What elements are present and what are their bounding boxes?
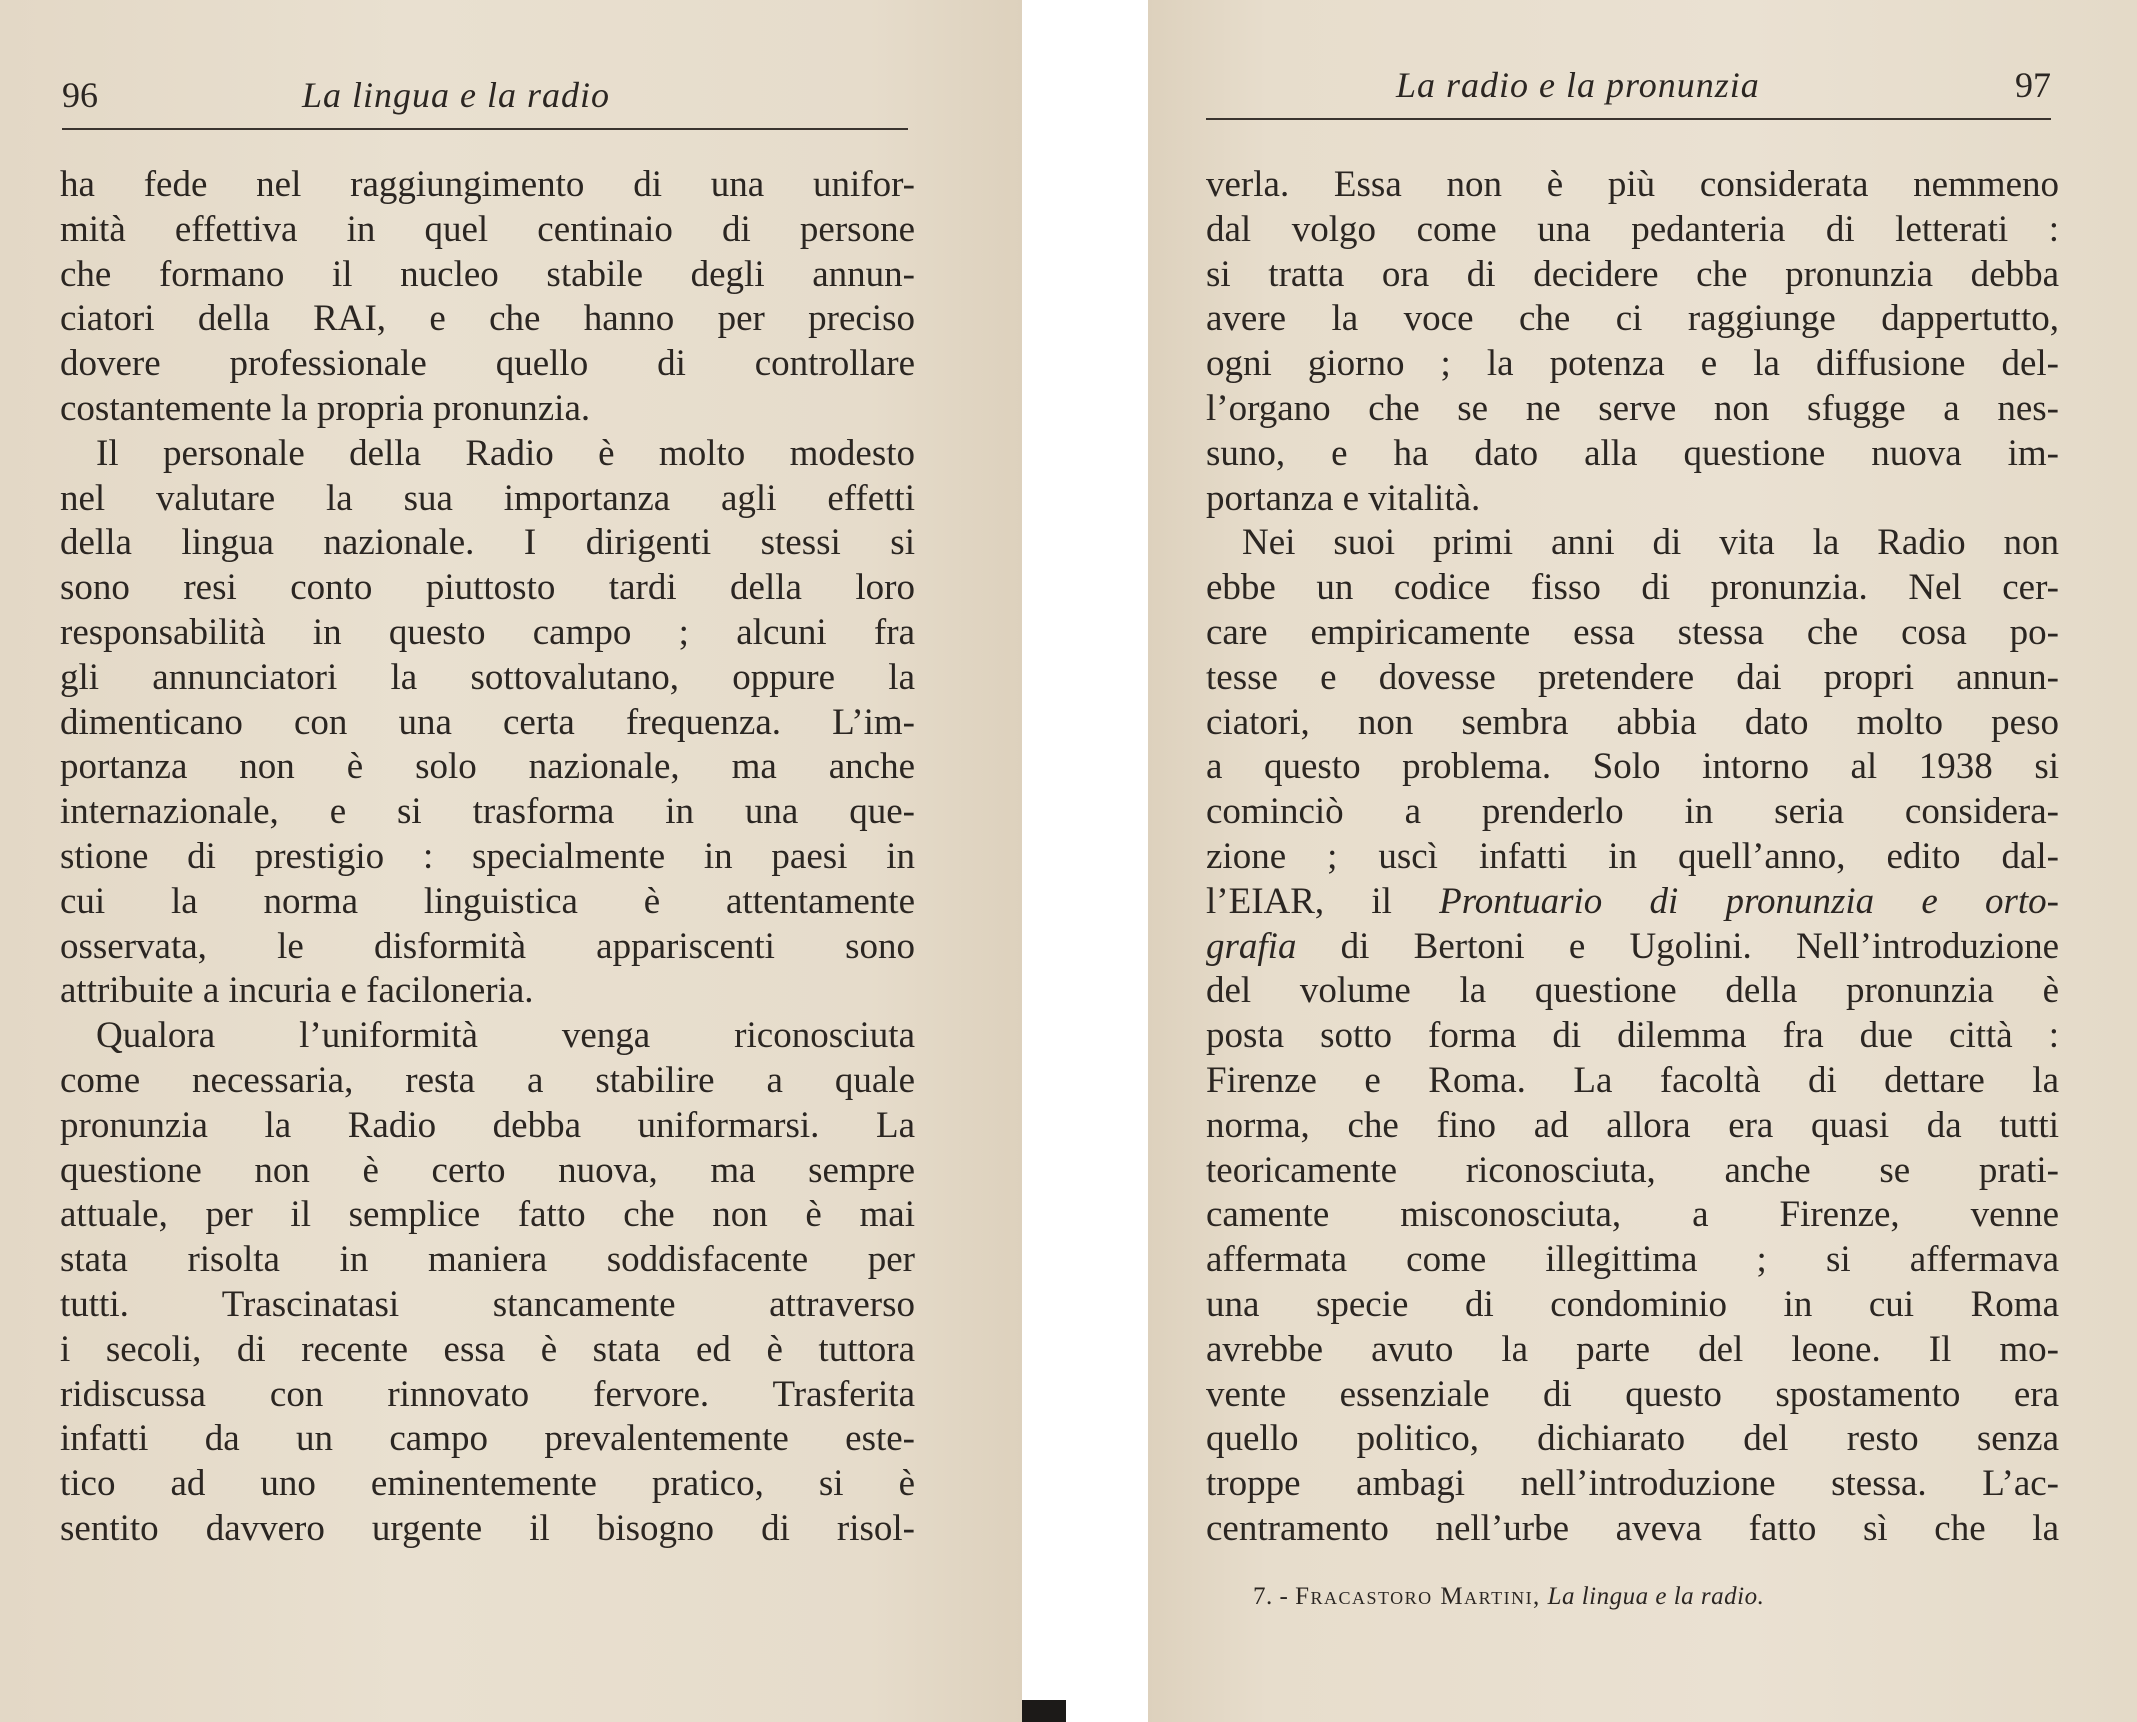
text-line: Nei suoi primi anni di vita la Radio non: [1242, 522, 2059, 564]
text-line: nel valutare la sua importanza agli effetti: [60, 477, 915, 519]
text-line: gli annunciatori la sottovalutano, oppure la: [60, 656, 915, 698]
text-line: dovere professionale quello di controllare: [60, 343, 915, 385]
italic-title: grafia: [1206, 925, 1297, 967]
text-line: suno, e ha dato alla questione nuova im-: [1206, 432, 2059, 474]
left-page-body: [60, 163, 915, 1552]
text-line: tesse e dovesse pretendere dai propri annun-: [1206, 656, 2059, 698]
text-line: [1206, 925, 2059, 970]
right-page: [1148, 0, 2137, 1722]
text-line: ogni giorno ; la potenza e la diffusione del-: [1206, 343, 2059, 385]
text-line: si tratta ora di decidere che pronunzia debba: [1206, 253, 2059, 295]
text-line: care empiricamente essa stessa che cosa po-: [1206, 611, 2059, 653]
left-page: [0, 0, 1022, 1722]
text-line: stata risolta in maniera soddisfacente per: [60, 1239, 915, 1281]
italic-title: Prontuario di pronunzia e orto-: [1439, 880, 2059, 922]
text-line: camente misconosciuta, a Firenze, venne: [1206, 1194, 2059, 1236]
text-line: tutti. Trascinatasi stancamente attraverso: [60, 1283, 915, 1325]
text-line: ridiscussa con rinnovato fervore. Trasferita: [60, 1373, 915, 1415]
footnote-title: La lingua e la radio.: [1547, 1583, 1765, 1610]
text-line: avere la voce che ci raggiunge dappertutto,: [1206, 298, 2059, 340]
text-line: avrebbe avuto la parte del leone. Il mo-: [1206, 1328, 2059, 1370]
text-line: responsabilità in questo campo ; alcuni fra: [60, 611, 915, 653]
left-running-head: La lingua e la radio: [302, 75, 611, 115]
text-line: quello politico, dichiarato del resto senza: [1206, 1418, 2059, 1460]
text-line: una specie di condominio in cui Roma: [1206, 1283, 2059, 1325]
text-line: verla. Essa non è più considerata nemmeno: [1206, 164, 2059, 205]
text-line: affermata come illegittima ; si affermava: [1206, 1239, 2059, 1281]
text-line: centramento nell’urbe aveva fatto sì che la: [1206, 1507, 2059, 1549]
text-line: a questo problema. Solo intorno al 1938 si: [1206, 746, 2059, 788]
text-line: dimenticano con una certa frequenza. L’im-: [60, 701, 915, 743]
text-line: ebbe un codice fisso di pronunzia. Nel cer-: [1206, 567, 2059, 609]
text-line: sentito davvero urgente il bisogno di risol-: [60, 1507, 915, 1549]
text-line: Il personale della Radio è molto modesto: [96, 432, 915, 474]
text-line: come necessaria, resta a stabilire a quale: [60, 1059, 915, 1101]
text-line: troppe ambagi nell’introduzione stessa. L’ac-: [1206, 1463, 2059, 1505]
text-line: del volume la questione della pronunzia è: [1206, 970, 2059, 1012]
text-line: ciatori della RAI, e che hanno per preciso: [60, 298, 915, 340]
text-line: attribuite a incuria e faciloneria.: [60, 970, 534, 1012]
left-page-number: 96: [62, 75, 98, 115]
text-line: portanza non è solo nazionale, ma anche: [60, 746, 915, 788]
text-segment: l’EIAR, il: [1206, 880, 1440, 922]
text-line: costantemente la propria pronunzia.: [60, 387, 591, 429]
signature-footnote: [1253, 1583, 1764, 1611]
text-line: zione ; uscì infatti in quell’anno, edito dal-: [1206, 835, 2059, 877]
right-running-head: La radio e la pronunzia: [1396, 65, 1760, 105]
binding-mark: [1022, 1700, 1066, 1722]
text-line: i secoli, di recente essa è stata ed è tuttora: [60, 1328, 915, 1370]
text-segment: di Bertoni e Ugolini. Nell’introduzione: [1296, 925, 2059, 967]
footnote-signature: 7. -: [1253, 1583, 1296, 1610]
text-line: che formano il nucleo stabile degli annun-: [60, 253, 915, 295]
text-line: mità effettiva in quel centinaio di persone: [60, 208, 915, 250]
text-line: ciatori, non sembra abbia dato molto peso: [1206, 701, 2059, 743]
text-line: Qualora l’uniformità venga riconosciuta: [96, 1015, 915, 1057]
text-line: l’organo che se ne serve non sfugge a nes-: [1206, 387, 2059, 429]
text-line: questione non è certo nuova, ma sempre: [60, 1149, 915, 1191]
left-page-header: [62, 68, 908, 130]
text-line: stione di prestigio : specialmente in paesi in: [60, 835, 915, 877]
book-gutter: [1022, 0, 1148, 1722]
text-line: [1206, 880, 2059, 925]
text-line: teoricamente riconosciuta, anche se prati-: [1206, 1149, 2059, 1191]
right-page-number: 97: [2015, 65, 2051, 105]
text-line: della lingua nazionale. I dirigenti stessi si: [60, 522, 915, 564]
text-line: Firenze e Roma. La facoltà di dettare la: [1206, 1059, 2059, 1101]
text-line: posta sotto forma di dilemma fra due città :: [1206, 1015, 2059, 1057]
text-line: tico ad uno eminentemente pratico, si è: [60, 1463, 915, 1505]
text-line: dal volgo come una pedanteria di letterati :: [1206, 208, 2059, 250]
text-line: attuale, per il semplice fatto che non è mai: [60, 1194, 915, 1236]
text-line: cominciò a prenderlo in seria considera-: [1206, 791, 2059, 833]
footnote-author: Fracastoro Martini,: [1295, 1583, 1541, 1610]
text-line: infatti da un campo prevalentemente este-: [60, 1418, 915, 1460]
text-line: ha fede nel raggiungimento di una unifor-: [60, 164, 915, 205]
text-line: norma, che fino ad allora era quasi da tutti: [1206, 1104, 2059, 1146]
text-line: cui la norma linguistica è attentamente: [60, 880, 915, 922]
text-line: portanza e vitalità.: [1206, 477, 1481, 519]
text-line: osservata, le disformità appariscenti sono: [60, 925, 915, 967]
text-line: sono resi conto piuttosto tardi della loro: [60, 567, 915, 609]
text-line: pronunzia la Radio debba uniformarsi. La: [60, 1104, 915, 1146]
right-page-body: [1206, 163, 2059, 1552]
text-line: internazionale, e si trasforma in una que-: [60, 791, 915, 833]
text-line: vente essenziale di questo spostamento era: [1206, 1373, 2059, 1415]
right-page-header: [1206, 58, 2051, 120]
